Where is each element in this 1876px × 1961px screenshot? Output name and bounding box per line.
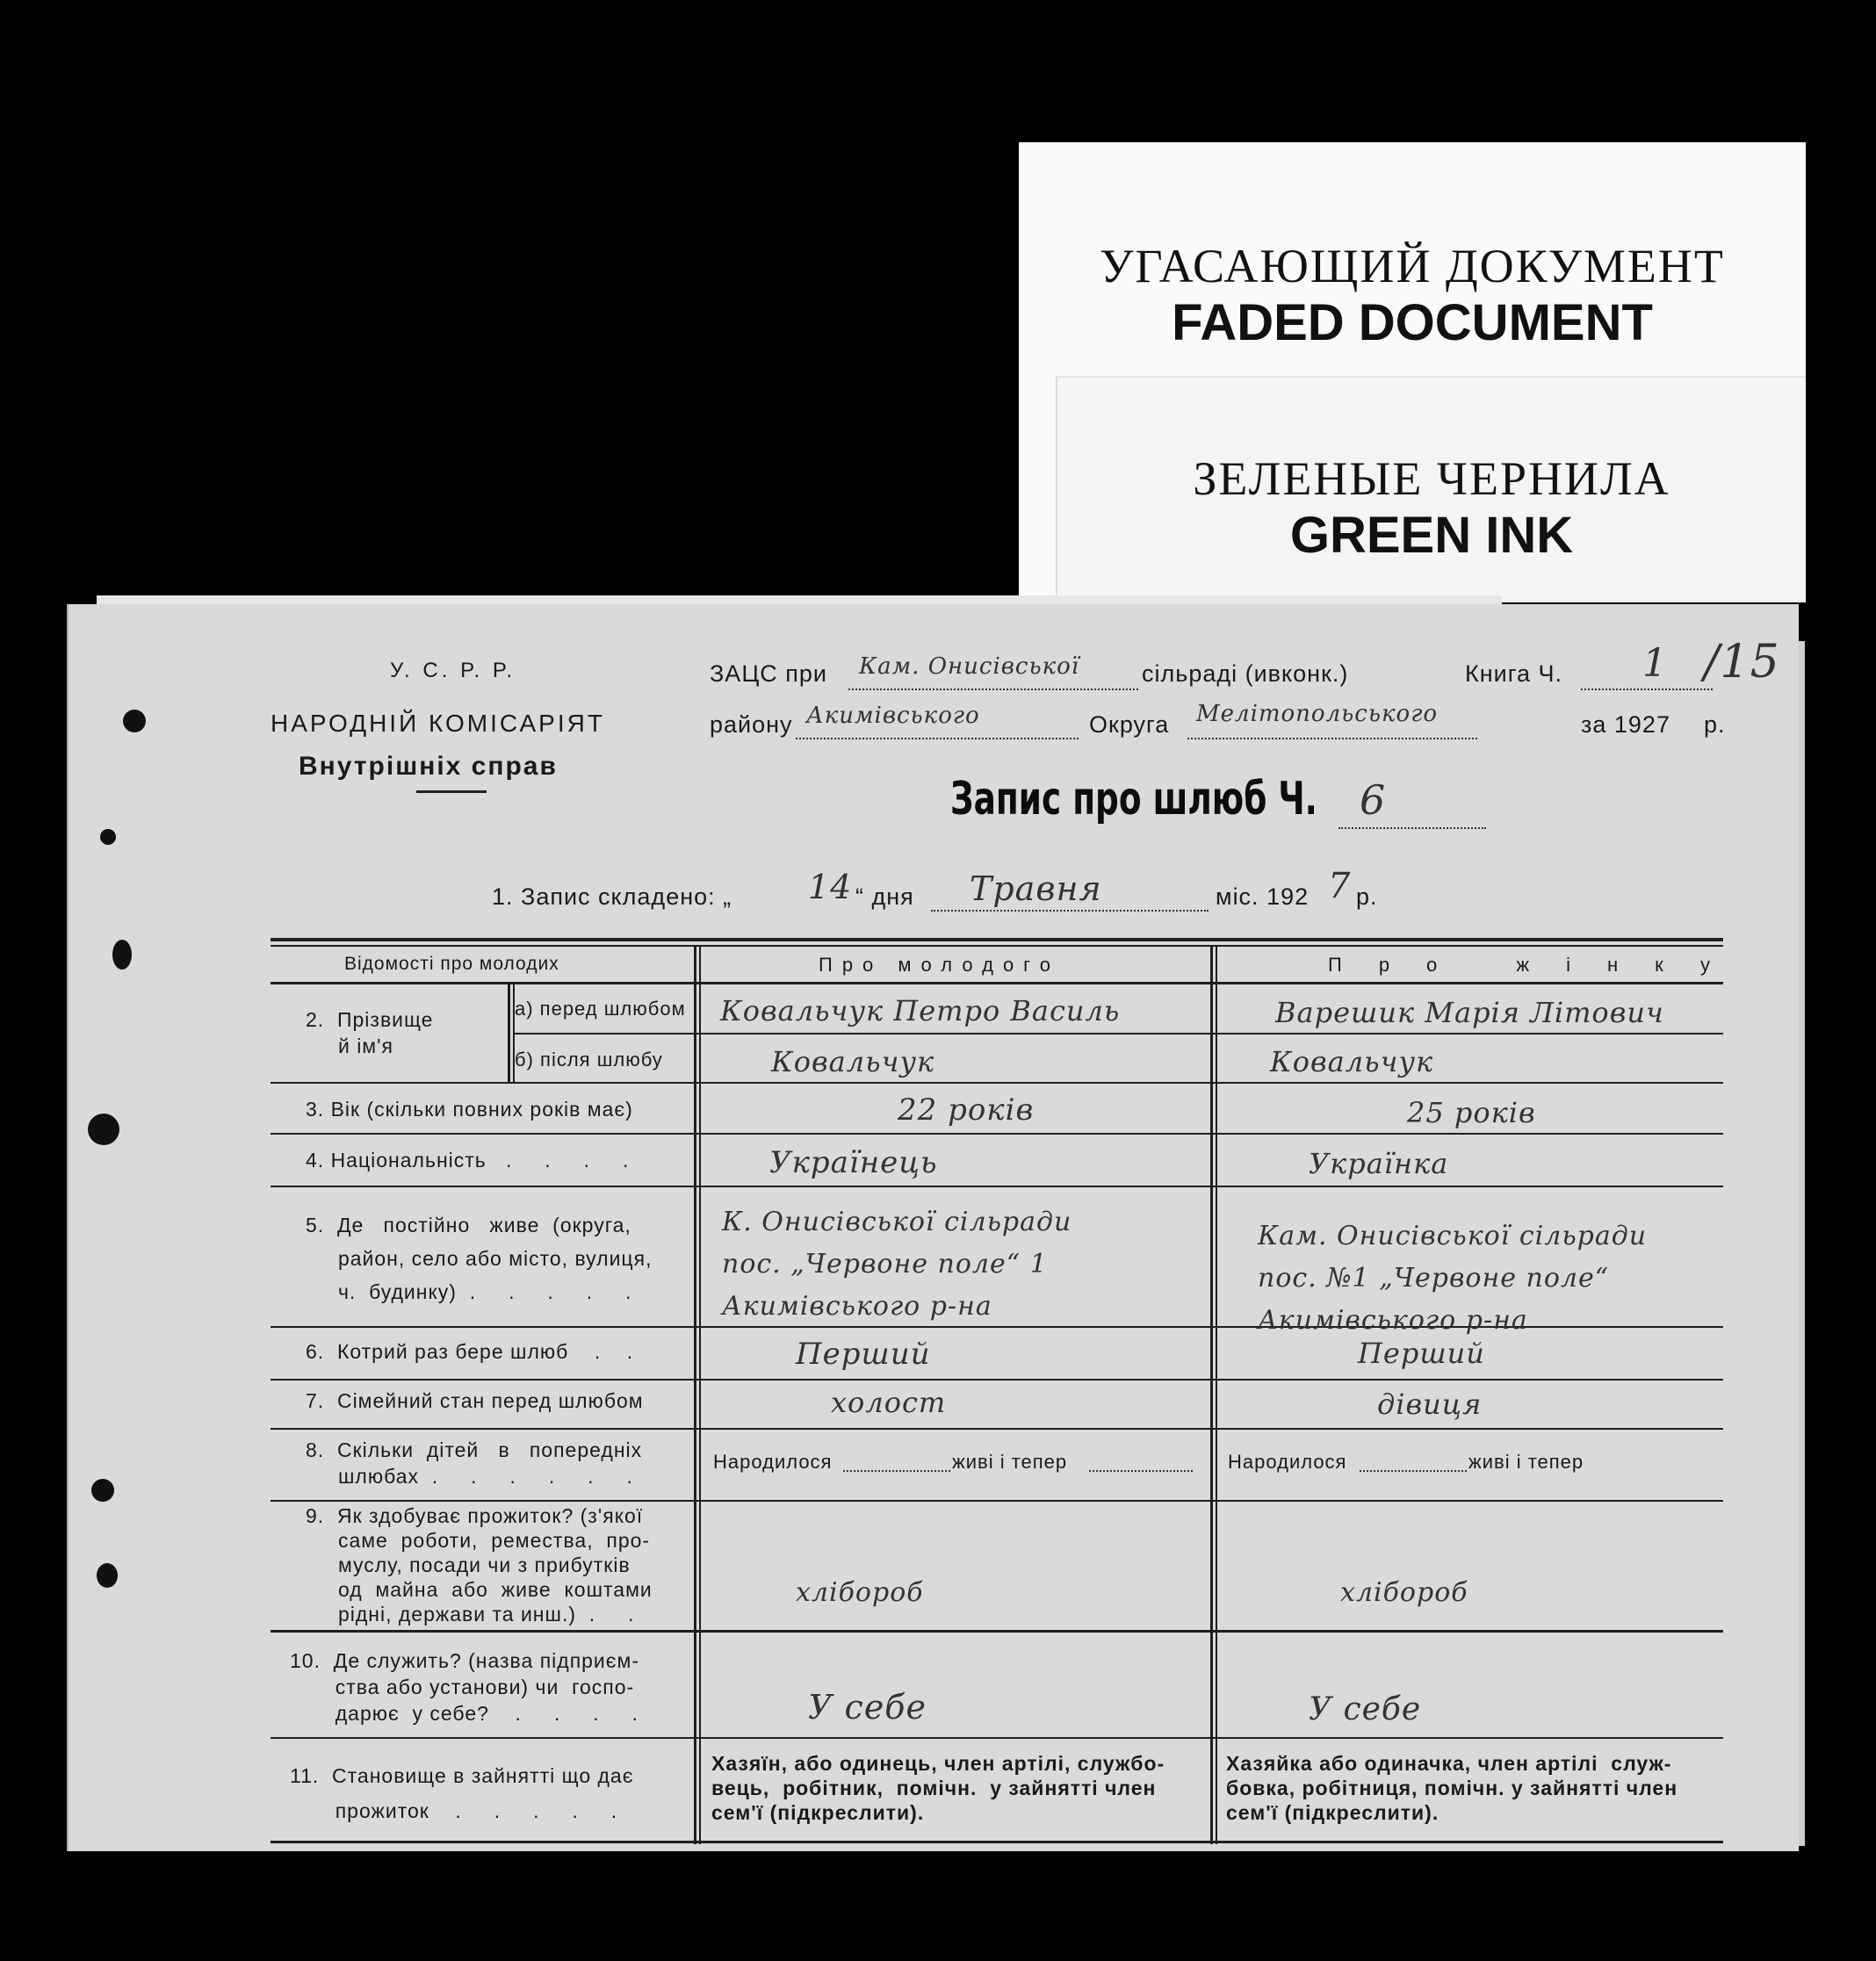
punch-hole [123, 710, 146, 732]
commissariat-heading: НАРОДНІЙ КОМІСАРІЯТ [271, 710, 605, 737]
row-4-label: 4. Національність . . . . [306, 1149, 630, 1172]
row-6-groom-hand: Перший [796, 1337, 931, 1372]
table-row-rule [271, 1133, 1723, 1135]
zacs-handwritten: Кам. Онисівської [859, 653, 1080, 680]
archive-label-inner [1056, 376, 1806, 602]
book-number-handwritten-2: /15 [1704, 636, 1780, 689]
row-10-label: 10. Де служить? (назва підприєм- ства або установи) чи госпо- дарює у себе? . . . . [290, 1649, 639, 1725]
row-11-groom-text: Хазяїн, або одинець, член артілі, службо- вець, робітник, помічн. у зайнятті член сем'ї (підкреслити). [711, 1752, 1165, 1824]
zacs-fill-line [848, 689, 1138, 690]
row-4-bride-hand: Українка [1309, 1147, 1449, 1180]
label-faded-ru: УГАСАЮЩИЙ ДОКУМЕНТ [1100, 240, 1725, 292]
table-row-rule [271, 1500, 1723, 1502]
punch-hole [97, 1563, 118, 1588]
row-8-bride-born-line [1360, 1470, 1467, 1472]
row-3-label: 3. Вік (скільки повних років має) [306, 1098, 633, 1121]
state-heading: У. С. Р. Р. [390, 659, 516, 682]
row-5-bride-hand: Кам. Онисівської сільради пос. №1 „Червоне поле“ Акимівського р-на [1258, 1221, 1648, 1336]
book-number-handwritten: 1 [1642, 641, 1668, 686]
zacs-label: ЗАЦС при [710, 660, 828, 687]
row-8-label: 8. Скільки дітей в попередніх шлюбах . . . . . . [306, 1438, 643, 1488]
punch-hole [112, 940, 132, 970]
punch-hole [88, 1114, 119, 1145]
table-row-rule [271, 1379, 1723, 1381]
row-2a-groom-hand: Ковальчук Петро Василь [720, 994, 1121, 1027]
book-label: Книга Ч. [1465, 660, 1562, 687]
row-7-groom-hand: холост [831, 1386, 947, 1419]
table-col-divider-1 [694, 945, 696, 1844]
record-month-handwritten: Травня [970, 869, 1102, 908]
row-9-groom-hand: хлібороб [796, 1577, 924, 1608]
department-heading: Внутрішніх справ [299, 752, 558, 781]
punch-hole [91, 1479, 114, 1502]
table-top-rule [271, 938, 1723, 941]
year-label: за 1927 [1581, 711, 1670, 738]
record-date-label: 1. Запис складено: „ [492, 883, 732, 910]
record-year-handwritten: 7 [1328, 866, 1352, 906]
row-2-label: 2. Прізвище й ім'я [306, 1008, 434, 1057]
record-day-handwritten: 14 [808, 868, 853, 906]
label-green-en: GREEN INK [1289, 507, 1574, 564]
row-9-label: 9. Як здобуває прожиток? (з'якої саме роботи, ремества, про- муслу, посади чи з прибутків од майна або живе коштами рідні, держави та инш.) . . [306, 1504, 653, 1626]
row-2a-bride-hand: Варешик Марія Літович [1275, 996, 1664, 1029]
table-col-divider-2 [1210, 945, 1213, 1844]
okruha-fill-line [1187, 738, 1477, 739]
row-11-bride-text: Хазяйка або одиначка, член артілі служ- бовка, робітниця, помічн. у зайнятті член сем'ї (підкреслити). [1226, 1752, 1678, 1824]
year-suffix: р. [1704, 711, 1726, 738]
record-day-suffix: “ дня [855, 883, 914, 910]
row-8-groom-born: Народилося [713, 1451, 833, 1473]
record-month-line [931, 910, 1209, 912]
row-8-bride-alive: живі і тепер [1468, 1451, 1584, 1473]
row-4-groom-hand: Українець [769, 1145, 938, 1180]
punch-hole [100, 829, 116, 845]
row-2b-label: б) після шлюбу [515, 1049, 663, 1071]
row-7-label: 7. Сімейний стан перед шлюбом [306, 1389, 644, 1412]
row-10-bride-hand: У себе [1309, 1691, 1422, 1727]
row-6-label: 6. Котрий раз бере шлюб . . [306, 1340, 634, 1363]
col-head-bride: Про жінку [1328, 954, 1748, 976]
table-subcol-divider [508, 984, 510, 1082]
row-9-bride-hand: хлібороб [1340, 1577, 1468, 1608]
table-row-rule [271, 1082, 1723, 1084]
silradi-label: сільраді (ивконк.) [1142, 660, 1349, 687]
row-6-bride-hand: Перший [1358, 1337, 1485, 1370]
table-top-rule-2 [271, 945, 1723, 947]
row-5-label: 5. Де постійно живе (округа, район, село або місто, вулиця, ч. будинку) . . . . . [306, 1214, 653, 1303]
table-row-rule [271, 1737, 1723, 1739]
label-green-ru: ЗЕЛЕНЫЕ ЧЕРНИЛА [1193, 452, 1670, 505]
table-bottom-rule [271, 1841, 1723, 1843]
table-col-divider-1b [699, 945, 701, 1844]
col-head-groom: Про молодого [819, 954, 1060, 976]
department-underline [416, 790, 487, 793]
row-7-bride-hand: дівиця [1377, 1388, 1483, 1421]
book-fill-line [1581, 689, 1713, 690]
label-faded-en: FADED DOCUMENT [1172, 294, 1653, 351]
table-row-rule [271, 1630, 1723, 1633]
raion-fill-line [796, 738, 1079, 739]
table-row-rule [515, 1033, 1723, 1035]
raion-handwritten: Акимівського [806, 703, 980, 729]
record-month-suffix: міс. 192 [1216, 883, 1310, 910]
row-8-groom-alive-line [1089, 1470, 1193, 1472]
col-head-info: Відомості про молодих [344, 954, 559, 974]
record-title: Запис про шлюб Ч. [950, 773, 1317, 825]
row-2b-bride-hand: Ковальчук [1270, 1045, 1434, 1078]
row-8-groom-born-line [843, 1470, 950, 1472]
table-row-rule [271, 1186, 1723, 1187]
row-3-bride-hand: 25 років [1407, 1096, 1536, 1129]
row-2a-label: а) перед шлюбом [515, 998, 686, 1020]
okruha-label: Округа [1089, 711, 1170, 738]
okruha-handwritten: Мелітопольського [1196, 701, 1438, 727]
record-year-suffix: р. [1356, 883, 1378, 910]
table-head-rule [271, 982, 1723, 984]
record-number-handwritten: 6 [1360, 776, 1387, 824]
raion-label: району [710, 711, 793, 738]
record-number-line [1338, 827, 1486, 829]
row-3-groom-hand: 22 років [898, 1092, 1035, 1128]
row-8-bride-born: Народилося [1228, 1451, 1347, 1473]
table-row-rule [271, 1428, 1723, 1430]
row-5-groom-hand: К. Онисівської сільради пос. „Червоне поле“ 1 Акимівського р-на [722, 1207, 1072, 1322]
row-11-label: 11. Становище в зайнятті що дає прожиток . . . . . [290, 1764, 634, 1822]
row-2b-groom-hand: Ковальчук [771, 1045, 935, 1078]
row-8-groom-alive: живі і тепер [952, 1451, 1068, 1473]
table-col-divider-2b [1216, 945, 1217, 1844]
row-10-groom-hand: У себе [808, 1688, 927, 1727]
